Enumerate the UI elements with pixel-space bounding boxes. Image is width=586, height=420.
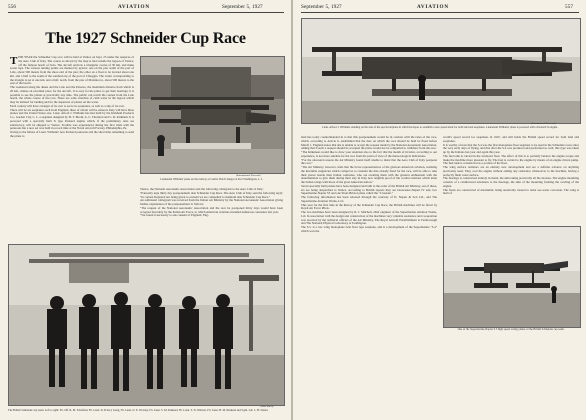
article-title: The 1927 Schneider Cup Race <box>45 30 246 47</box>
left-column-2 <box>140 188 283 240</box>
right-magazine-name: AVIATION <box>417 4 449 10</box>
photo2-caption: The British Schneider cup team. Left to right: Flt. Off. R. M. Schofield, Flt. Lieut. D. D'Arcy Greig, Flt. Lieut. O. E. Worsley, Flt. Lieut. S. M. Kinkead, Flt. Lieut. S. N. Webster, Flt. Lieut. H. M. Kinkead and Sqdn. Ldr. L. H. Slatter. <box>8 409 269 412</box>
photo3-caption: Lieut. Alford J. Williams standing on the side of his special airplane in which he hopes to establish a new speed mark for both land and seaplanes. Lieutenant Williams' plane is powered with a Packard X engine. <box>322 126 558 129</box>
photo2-credit: (Wide World) <box>260 405 274 408</box>
photo1-caption: Lieutenant Williams' plane on the runway at Curtiss Field's hangar at Port Washington, L. I. <box>160 178 263 181</box>
photo4-caption: One of the Supermarine-Napier S.5 high speed racing planes of the British Schneider cup team. <box>457 328 565 331</box>
plane-on-runway-image <box>141 57 284 173</box>
british-team-photo <box>8 244 285 406</box>
right-column-2-top <box>443 136 579 222</box>
right-header-rule <box>301 12 579 13</box>
right-column-2-text: world's speed record for seaplanes in 1925, and still holds the British speed record for both land and seaplanes. It is worthy of note that the S.4 was the first monoplane float seaplane to be used in the Schneider races since the very early days of flying, and that after the S.4 was produced and performed so well, this type was taken up by the Italians last year and again this year. The fuel tank is carried in the starboard float. The effect of this is to partially balance the engine torque and make the machine more pleasant to fly. The fuel is carried to the engine by means of an engine driven pump. The fuel tank is constructed as a portion of the float. The wing surface radiators are an entirely new development and are a definite advance on anything previously used. They cool the engine without adding any resistance whatsoever to the machine, having a perfectly flush water surface. The fuselage is constructed entirely in metal, the skin taking practically all the stresses. The engine mounting consists of a cantilevered extension to the fuselage, the skin of the mounting forming the cowling of the engine. The floats are constructed of duralumin, being anodically treated to resist sea-water corrosion. The wing is built of <box>443 136 579 196</box>
left-header-rule <box>8 12 284 13</box>
left-magazine-name: AVIATION <box>118 4 150 10</box>
left-column-2-text: Venice, the National Aeronautic Association sent the following cablegram to the Aero Club of Italy: "Earnestly urge thirty day postponement date Schneider Cup Race. The Aero Club of Italy sent the following reply: "In contest Regional not being given to consent we are compelled to maintain date Schneider Cup Race." An additional cablegram was received from the Italian Air Ministry by the National Aeronautic Association giving further explanation of the postponement. It follows: "The request of the National Aeronautic Association and the race be postponed thirty days would have been accepted favorably by the Italian Air Force, to which American aviation extended numerous courtesies last year. "We found it necessary to ask consent of England. Eng- <box>140 188 283 218</box>
left-page-number: 556 <box>8 4 17 10</box>
right-date: September 5, 1927 <box>301 4 342 10</box>
drop-cap: T <box>10 56 18 67</box>
right-page-number: 557 <box>565 4 574 10</box>
supermarine-s5-photo <box>443 226 581 328</box>
left-date: September 5, 1927 <box>222 4 263 10</box>
left-column-1 <box>10 56 134 236</box>
team-group-image <box>9 245 284 405</box>
right-page <box>293 0 586 420</box>
right-column-1-text: land has today countermanded in to that this postponement would be in contrast with the rules of the race, which, according to Article 6, established that the date on which the race should be held be fixed before March 1. England states that she is unable to accept the request made by the National Aeronautic Association, adding that if such a request should be accepted the pilots would not be compelled to withdraw from the race. "The Kinkiness would like to draw your attention also to the fact that the month of October, according to our experience, is not more suitable for the race from the point of view of the meteorological indications. "For the aforesaid reasons the Air Ministry found itself unable to insist that the Aero Club of Italy postpone the race." "The Air Ministry, however, feels that the brave representatives of the glorious American aviation, realizing the insoluble exigencies which compel us to consider the date already fixed for the race, will be able to take their places beside their Italian comrades, who are awaiting them with the greatest enthusiasm with the determination to give them during their stay in Italy new tangible proof of the cordial relations which unite the Italian wings with those of the great American nation." Seven specially built planes have been designed and built to the order of the British Air Ministry, out of these, six are being despatched to Venice. According to British reports they are Gloucester-Napier IV and, two Supermarine-Napier S5 and one Short-Bristol plane called the "Crusader." The following information has been released through the courtesy of D. Napier & Son Ltd., and The Supermarine Aviation Works, Ltd.: This year for the first time in the history of the Schneider Cup Race, the British machines will be flown by Royal Air Force Pilots. The two machines have been designed by R. J. Mitchell, chief engineer of the Supermarine Aviation Works, Ltd. In association with the design and construction of the machines very valuable assistance and cooperation was received by the technical officers of the Air Ministry, The Royal Aircraft Establishment at Farnborough and The National Physical Laboratory at Teddington. The S.5. is a low wing monoplane twin float type seaplane, and is a development of the Supermarine "S.4" which won the <box>301 136 437 233</box>
left-page <box>0 0 291 420</box>
right-column-1 <box>301 136 437 414</box>
photo3-credit: (International Newsreel) <box>531 122 556 125</box>
williams-plane-photo <box>140 56 285 174</box>
plane-with-pilot-image <box>302 19 580 123</box>
photo1-credit: (International Newsreel) <box>236 174 261 177</box>
s5-seaplane-image <box>444 227 580 327</box>
williams-standing-photo <box>301 18 581 124</box>
left-column-1-text: HIS YEAR the Schneider Cup race will be held at Venice on Sept. 25 under the auspices of the Aero Club of Italy. The course as shown by the map is laid outside the lagoon of Venice, off the famous beach of Lido. The aircraft encircle a triangular course of 50 km. and make seven laps. The various turning points are marked by pylons: one on the pier south of the port of Lido, about 500 meters from the shore end of the pier; the other on a float to be located about one km. and a half to the south of the southern tip of the port of Chioggia. The writer corresponding to the triangle is set at one km. and a half, north, from the pier of Malamocco, about 500 meters to the east of the beach. The roadstead along the dunes and the Lido and the Palazzo, the maximum distance from which is 20 km., makes an excellent place for the aircraft. It is easy for the pilots to get their bearings; it is possible to see the planes at practically any time. The public can watch the contest from the Lido beach, the whole course of the race. There are wide stretches of calm water in the lagoon which may be utilized for landing and for the departure of planes on the water. Each country will have a hangar of its own to serve its seaplanes, as well as a slip of its own. There will be six seaplanes each from England, three of whom will be entered. Italy will have three planes and the United States one. Lieut. Alford J. Williams has had built by the Kirkham Products Co., Garden City, L. I., a seaplane designed by H. T. Booth, A. C. Thornton and C. R. Kirkham. It is powered with a specially built X type Packard engine which, if the preliminary tests are satisfactory, will be shipped to Venice. Trouble was experienced during the first trials with the pontoons but a new set was built in record time at the Naval Aircraft Factory, Philadelphia, Pa. Owing to the failure of Lieut. Williams' new Packard pontoons and the short time remaining to send the plane to <box>10 56 134 138</box>
